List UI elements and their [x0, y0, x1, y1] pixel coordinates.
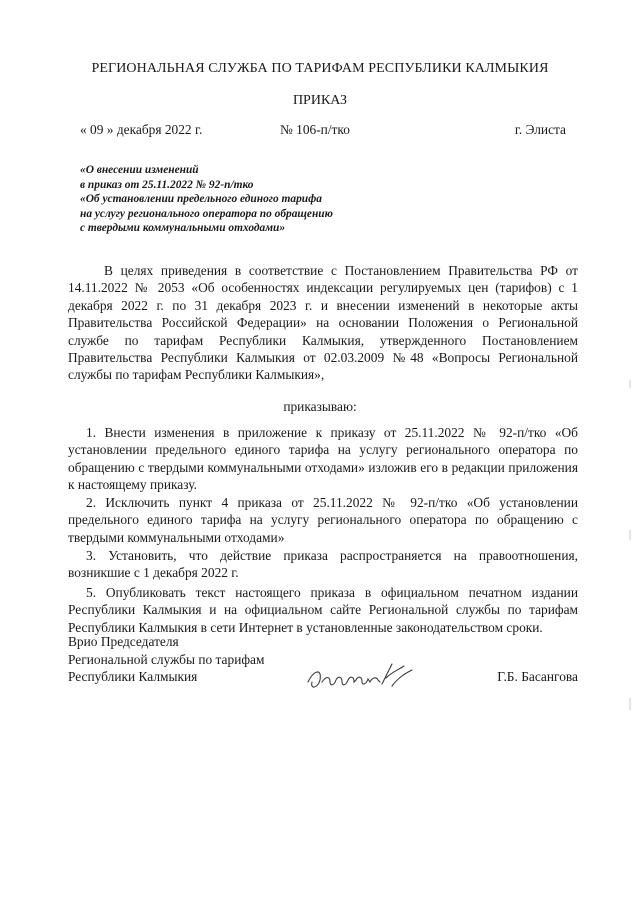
signatory-position-line: Врио Председателя	[68, 634, 179, 649]
order-item: 5. Опубликовать текст настоящего приказа в официальном печатном издании Республики Калмыкия и на официальном сайте Региональной службы по тарифам Республики Калмыкия в сети Интернет в установленные законодательством сроки.	[68, 585, 578, 635]
scan-edge-marks	[628, 380, 632, 710]
subject-line: в приказ от 25.11.2022 № 92-п/тко	[80, 178, 254, 191]
signatory-name: Г.Б. Басангова	[497, 669, 578, 684]
handwritten-signature-icon	[300, 652, 420, 702]
document-number: № 106-п/тко	[280, 122, 350, 137]
subject-line: с твердыми коммунальными отходами»	[80, 222, 286, 235]
signatory-position-line: Республики Калмыкия	[68, 669, 198, 685]
document-meta	[80, 121, 566, 139]
order-item: 1. Внести изменения в приложение к приказу от 25.11.2022 № 92-п/тко «Об установлении предельного единого тарифа на услугу регионального оператора по обращению с твердыми коммунальными отходами» изложив его в редакции приложения к настоящему приказу.	[68, 425, 578, 493]
document-city: г. Элиста	[514, 122, 566, 137]
signatory-position	[68, 633, 328, 686]
order-item: 3. Установить, что действие приказа распространяется на правоотношения, возникшие с 1 декабря 2022 г.	[68, 548, 578, 581]
subject-line: «О внесении изменений	[80, 164, 199, 176]
subject-block	[80, 163, 380, 236]
decree-word: приказываю:	[283, 399, 357, 414]
document-date: « 09 » декабря 2022 г.	[80, 122, 203, 137]
signatory-position-line: Региональной службы по тарифам	[68, 651, 265, 667]
subject-line: на услугу регионального оператора по обращению	[80, 207, 333, 220]
document-type: ПРИКАЗ	[292, 93, 348, 108]
preamble-paragraph: В целях приведения в соответствие с Постановлением Правительства РФ от 14.11.2022 № 2053 «Об особенностях индексации регулируемых цен (тарифов) с 1 декабря 2022 г. по 31 декабря 2023 г. и внесении изменений в некоторые акты Правительства Российской Федерации» на основании Положения о Региональной службе по тарифам Республики Калмыкия, утвержденного Постановлением Правительства Республики Калмыкия от 02.03.2009 №48 «Вопросы Региональной службы по тарифам Республики Калмыкия»,	[68, 263, 578, 383]
organization-title: РЕГИОНАЛЬНАЯ СЛУЖБА ПО ТАРИФАМ РЕСПУБЛИКИ КАЛМЫКИЯ	[91, 61, 549, 76]
subject-line: «Об установлении предельного единого тарифа	[80, 193, 322, 206]
order-item: 2. Исключить пункт 4 приказа от 25.11.2022 № 92-п/тко «Об установлении предельного единого тарифа на услугу регионального оператора по обращению с твердыми коммунальными отходами»	[68, 495, 578, 545]
